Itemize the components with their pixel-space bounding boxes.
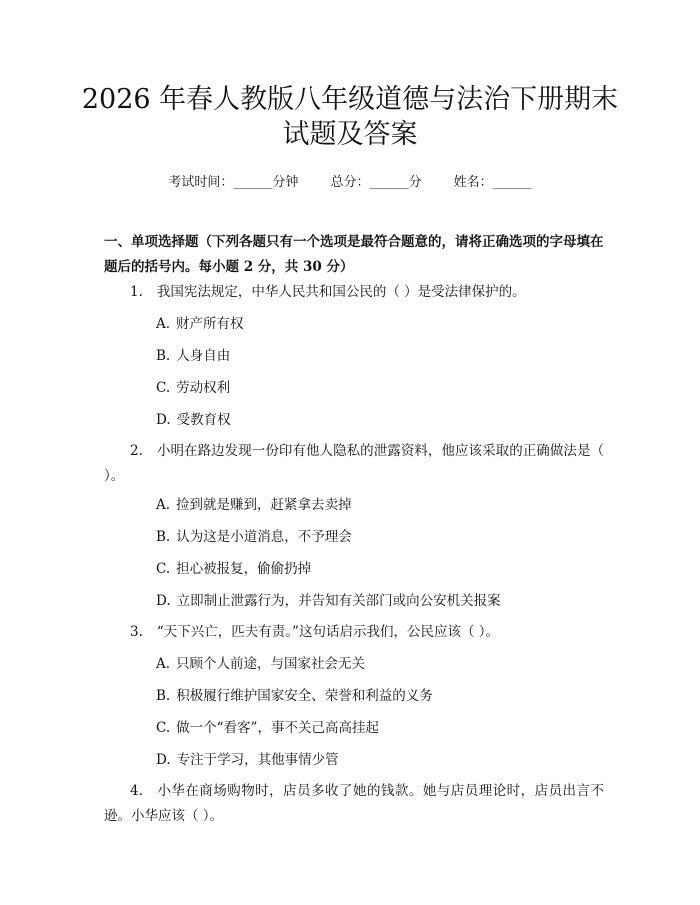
question-4 bbox=[104, 779, 604, 829]
section-heading: 一、单项选择题（下列各题只有一个选项是最符合题意的，请将正确选项的字母填在题后的括号内。每小题 2 分，共 30 分） bbox=[104, 234, 604, 275]
option-text: 做一个“看客”，事不关己高高挂起 bbox=[176, 720, 379, 736]
option-2b bbox=[156, 527, 352, 547]
question-text: 小华在商场购物时，店员多收了她的钱款。她与店员理论时，店员出言不逊。小华应该（ ）。 bbox=[104, 783, 604, 824]
option-text: 立即制止泄露行为，并告知有关部门或向公安机关报案 bbox=[176, 593, 501, 609]
exam-name: 姓名：______ bbox=[453, 175, 532, 190]
option-text: 受教育权 bbox=[176, 412, 231, 428]
option-letter: D. bbox=[156, 412, 171, 428]
option-text: 财产所有权 bbox=[176, 316, 244, 332]
question-3 bbox=[104, 620, 604, 645]
option-letter: A. bbox=[156, 316, 171, 332]
exam-score: 总分：______分 bbox=[330, 175, 422, 190]
option-3d bbox=[156, 750, 339, 770]
option-letter: C. bbox=[156, 561, 171, 577]
question-text: “天下兴亡，匹夫有责。”这句话启示我们，公民应该（ ）。 bbox=[156, 624, 499, 640]
option-text: 专注于学习，其他事情少管 bbox=[176, 752, 339, 768]
option-1a bbox=[156, 314, 244, 334]
exam-meta bbox=[0, 171, 700, 190]
option-2d bbox=[156, 591, 501, 611]
option-text: 认为这是小道消息，不予理会 bbox=[176, 529, 352, 545]
option-1d bbox=[156, 410, 231, 430]
option-letter: B. bbox=[156, 348, 171, 364]
exam-title-line2: 试题及答案 bbox=[282, 119, 418, 150]
option-letter: D. bbox=[156, 593, 171, 609]
option-text: 只顾个人前途，与国家社会无关 bbox=[176, 656, 366, 672]
question-number: 2. bbox=[130, 443, 143, 459]
question-number: 4. bbox=[130, 783, 143, 799]
option-letter: A. bbox=[156, 656, 171, 672]
question-text: 小明在路边发现一份印有他人隐私的泄露资料，他应该采取的正确做法是（ ）。 bbox=[104, 443, 604, 484]
question-number: 3. bbox=[130, 624, 143, 640]
option-letter: C. bbox=[156, 720, 171, 736]
option-text: 担心被报复，偷偷扔掉 bbox=[176, 561, 312, 577]
option-2a bbox=[156, 495, 352, 515]
option-2c bbox=[156, 559, 311, 579]
option-1b bbox=[156, 346, 230, 366]
option-text: 劳动权利 bbox=[176, 380, 231, 396]
option-text: 捡到就是赚到，赶紧拿去卖掉 bbox=[176, 497, 352, 513]
exam-title-line1: 2026 年春人教版八年级道德与法治下册期末 bbox=[81, 84, 619, 115]
option-letter: B. bbox=[156, 688, 171, 704]
option-3b bbox=[156, 686, 433, 706]
option-text: 积极履行维护国家安全、荣誉和利益的义务 bbox=[176, 688, 433, 704]
question-1 bbox=[104, 280, 604, 305]
option-letter: A. bbox=[156, 497, 171, 513]
question-number: 1. bbox=[130, 284, 143, 300]
exam-time: 考试时间：______分钟 bbox=[168, 175, 299, 190]
option-3a bbox=[156, 654, 365, 674]
option-text: 人身自由 bbox=[176, 348, 231, 364]
option-letter: B. bbox=[156, 529, 171, 545]
question-text: 我国宪法规定，中华人民共和国公民的（ ）是受法律保护的。 bbox=[156, 284, 526, 300]
option-1c bbox=[156, 378, 230, 398]
option-letter: D. bbox=[156, 752, 171, 768]
question-2 bbox=[104, 439, 604, 489]
option-letter: C. bbox=[156, 380, 171, 396]
option-3c bbox=[156, 718, 379, 738]
